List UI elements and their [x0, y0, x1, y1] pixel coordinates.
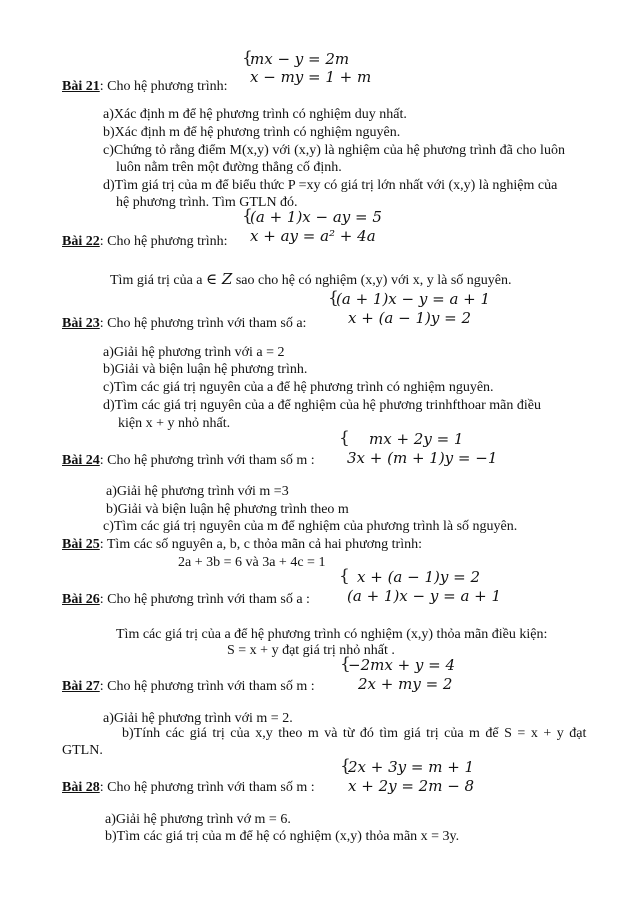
problem-27-item-b: b)Tính các giá trị của x,y theo m và từ đó tìm giá trị của m để S = x + y đạt — [122, 726, 587, 741]
brace-24: { — [339, 428, 350, 448]
problem-23-item-d: d)Tìm các giá trị nguyên của a để nghiệm của hệ phương trinhfthoar mãn điều — [103, 398, 541, 413]
problem-25-intro: : Tìm các số nguyên a, b, c thỏa mãn cả hai phương trình: — [99, 537, 422, 552]
problem-23-item-b: b)Giải và biện luận hệ phương trình. — [103, 362, 308, 377]
system-23 — [328, 290, 508, 326]
problem-26-title: Bài 26 — [62, 592, 100, 607]
problem-23-intro: : Cho hệ phương trình với tham số a: — [99, 316, 307, 331]
problem-21-title: Bài 21 — [62, 79, 100, 94]
problem-22-intro: : Cho hệ phương trình: — [99, 234, 228, 249]
system-27 — [340, 656, 500, 692]
equation-21-2: x − my = 1 + m — [250, 68, 372, 86]
problem-23-item-c: c)Tìm các giá trị nguyên của a để hệ phương trình có nghiệm nguyên. — [103, 380, 494, 395]
problem-24-item-b: b)Giải và biện luận hệ phương trình theo m — [106, 502, 349, 517]
problem-25-title: Bài 25 — [62, 537, 100, 552]
problem-28-intro: : Cho hệ phương trình với tham số m : — [99, 780, 315, 795]
equation-26-2: (a + 1)x − y = a + 1 — [347, 587, 502, 605]
brace-22: { — [242, 206, 253, 226]
equation-21-1: mx − y = 2m — [250, 50, 350, 68]
system-22 — [242, 208, 402, 244]
problem-25-heading — [62, 537, 422, 553]
problem-28-title: Bài 28 — [62, 780, 100, 795]
problem-21-intro: : Cho hệ phương trình: — [99, 79, 228, 94]
system-28 — [340, 758, 500, 794]
problem-22-text-1: Tìm giá trị của a — [110, 273, 203, 288]
equation-27-2: 2x + my = 2 — [358, 675, 453, 693]
problem-27-heading — [62, 679, 315, 695]
equation-28-1: 2x + 3y = m + 1 — [348, 758, 475, 776]
brace-28: { — [340, 756, 351, 776]
problem-24-title: Bài 24 — [62, 453, 100, 468]
problem-28-item-a: a)Giải hệ phương trình vớ m = 6. — [105, 812, 291, 827]
brace-21: { — [242, 48, 253, 68]
problem-21-item-a: a)Xác định m để hệ phương trình có nghiệm duy nhất. — [103, 107, 407, 122]
problem-25-item: 2a + 3b = 6 và 3a + 4c = 1 — [178, 555, 326, 570]
brace-26: { — [339, 566, 350, 586]
problem-21-item-c: c)Chứng tỏ rằng điểm M(x,y) với (x,y) là nghiệm của hệ phương trình đã cho luôn — [103, 143, 565, 158]
problem-24-item-a: a)Giải hệ phương trình với m =3 — [106, 484, 289, 499]
equation-23-2: x + (a − 1)y = 2 — [348, 309, 471, 327]
problem-26-intro: : Cho hệ phương trình với tham số a : — [99, 592, 310, 607]
problem-27-item-a: a)Giải hệ phương trình với m = 2. — [103, 711, 293, 726]
equation-27-1: −2mx + y = 4 — [348, 656, 456, 674]
brace-27: { — [340, 654, 351, 674]
equation-23-1: (a + 1)x − y = a + 1 — [336, 290, 491, 308]
problem-23-item-d2: kiện x + y nhỏ nhất. — [118, 416, 231, 431]
problem-27-title: Bài 27 — [62, 679, 100, 694]
equation-22-1: (a + 1)x − ay = 5 — [250, 208, 382, 226]
problem-27-item-b2: GTLN. — [62, 743, 103, 758]
problem-26-item-1: Tìm các giá trị của a để hệ phương trình có nghiệm (x,y) thỏa mãn điều kiện: — [116, 627, 548, 642]
problem-21-item-b: b)Xác định m để hệ phương trình có nghiệm nguyên. — [103, 125, 401, 140]
problem-28-item-b: b)Tìm các giá trị của m để hệ có nghiệm (x,y) thỏa mãn x = 3y. — [105, 829, 460, 844]
problem-28-heading — [62, 780, 315, 796]
problem-21-item-d: d)Tìm giá trị của m để biểu thức P =xy có giá trị lớn nhất với (x,y) là nghiệm của — [103, 178, 558, 193]
element-of-z-symbol: ∈ Z — [206, 270, 233, 288]
problem-26-item-2: S = x + y đạt giá trị nhỏ nhất . — [227, 643, 395, 658]
problem-21-item-c2: luôn nằm trên một đường thẳng cố định. — [116, 160, 342, 175]
problem-21-heading — [62, 79, 228, 95]
problem-27-intro: : Cho hệ phương trình với tham số m : — [99, 679, 315, 694]
problem-23-item-a: a)Giải hệ phương trình với a = 2 — [103, 345, 285, 360]
problem-26-heading — [62, 592, 310, 608]
problem-22-heading — [62, 234, 228, 250]
system-26 — [339, 568, 519, 604]
problem-24-heading — [62, 453, 315, 469]
system-24 — [339, 430, 519, 466]
problem-22-text-2: sao cho hệ có nghiệm (x,y) với x, y là số nguyên. — [232, 273, 512, 288]
equation-28-2: x + 2y = 2m − 8 — [348, 777, 475, 795]
problem-23-title: Bài 23 — [62, 316, 100, 331]
problem-24-intro: : Cho hệ phương trình với tham số m : — [99, 453, 315, 468]
problem-22-item — [110, 271, 512, 289]
system-21 — [242, 50, 382, 86]
problem-23-heading — [62, 316, 306, 332]
equation-24-1: mx + 2y = 1 — [369, 430, 464, 448]
problem-21-item-d2: hệ phương trình. Tìm GTLN đó. — [116, 195, 298, 210]
equation-24-2: 3x + (m + 1)y = −1 — [347, 449, 498, 467]
brace-23: { — [328, 288, 339, 308]
problem-24-item-c: c)Tìm các giá trị nguyên của m để nghiệm của phương trình là số nguyên. — [103, 519, 518, 534]
equation-22-2: x + ay = a² + 4a — [250, 227, 376, 245]
problem-22-title: Bài 22 — [62, 234, 100, 249]
equation-26-1: x + (a − 1)y = 2 — [357, 568, 480, 586]
